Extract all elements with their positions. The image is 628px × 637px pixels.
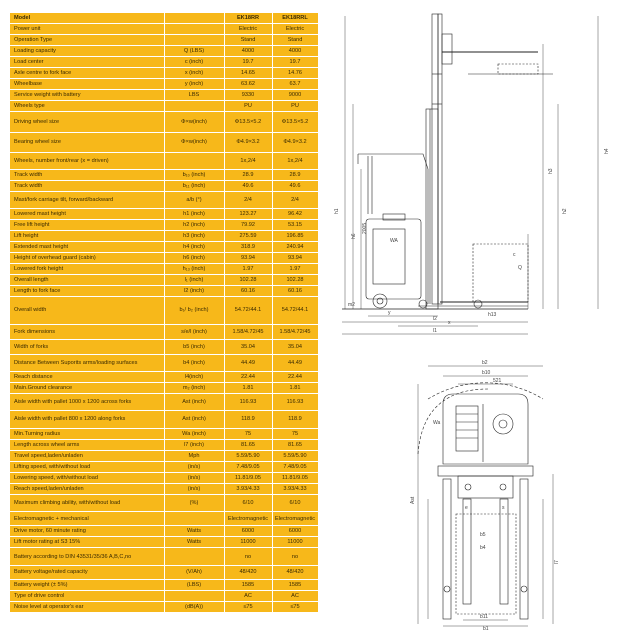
- table-row: [10, 325, 318, 340]
- param-name-cell: Loading capacity: [14, 47, 56, 54]
- ek18rrl-value-cell: 54.72/44.1: [281, 307, 309, 314]
- param-name-cell: Length to fork face: [14, 288, 61, 295]
- unit-cell: b₁₀ (inch): [182, 171, 206, 178]
- unit-cell: (LBS): [186, 582, 202, 589]
- param-name-cell: Lowering speed, with/without load: [14, 474, 98, 481]
- table-row: [10, 297, 318, 324]
- ek18rrl-value-cell: 5.59/5.90: [283, 452, 307, 459]
- unit-cell: [164, 512, 224, 525]
- param-name-cell: Noise level at operator's ear: [14, 604, 84, 610]
- param-name-cell: Battery weight (± 5%): [14, 582, 68, 589]
- param-name-cell: Lifting speed, with/without load: [14, 463, 91, 470]
- dim-label: Q: [518, 265, 522, 271]
- table-row: [10, 231, 318, 242]
- param-name-cell: Lift height: [14, 233, 39, 240]
- unit-cell: [164, 153, 224, 168]
- table-row: [10, 512, 318, 526]
- ek18rr-value-cell: 123.27: [239, 211, 257, 218]
- dim-label: m2: [348, 302, 355, 308]
- ek18rr-value-cell: 5.59/5.90: [236, 452, 260, 459]
- unit-cell: (V/Ah): [186, 569, 202, 576]
- ek18rrl-value-cell: 22.44: [288, 373, 302, 380]
- table-row: [10, 473, 318, 484]
- unit-cell: b₁/ b₂ (inch): [179, 307, 209, 314]
- table-header-row: [10, 13, 318, 24]
- ek18rr-value-cell: 1.58/4.72/45: [232, 328, 264, 335]
- param-name-cell: Axle centre to fork face: [14, 69, 72, 76]
- unit-cell: l₁ (inch): [184, 277, 204, 284]
- param-name-cell: Fork dimensions: [14, 328, 56, 335]
- ek18rrl-value-cell: 14.76: [288, 69, 302, 76]
- table-row: [10, 537, 318, 548]
- param-name-cell: Travel speed,laden/unladen: [14, 452, 83, 459]
- ek18rr-value-cell: 7.48/9.05: [236, 463, 260, 470]
- ek18rrl-value-cell: 11.81/9.05: [281, 474, 309, 481]
- table-row: [10, 170, 318, 181]
- unit-cell: x (inch): [184, 69, 204, 76]
- dim-label: h4: [604, 148, 610, 154]
- ek18rr-value-cell: 75: [244, 430, 252, 437]
- unit-cell: (%): [189, 499, 199, 506]
- dim-label: x: [448, 320, 451, 326]
- param-name-cell: Overall width: [14, 307, 47, 314]
- ek18rr-value-cell: 60.16: [241, 288, 255, 295]
- param-name-cell: Operation Type: [14, 36, 53, 43]
- unit-cell: y (inch): [184, 80, 204, 87]
- ek18rrl-value-cell: 6000: [288, 528, 302, 535]
- ek18rrl-value-cell: 9000: [288, 91, 302, 98]
- unit-cell: h₁₃ (inch): [182, 266, 206, 273]
- ek18rr-value-cell: ≤75: [243, 604, 253, 610]
- table-row: [10, 429, 318, 440]
- table-row: [10, 101, 318, 112]
- unit-cell: Ast (inch): [182, 398, 206, 405]
- table-row: [10, 495, 318, 513]
- ek18rr-value-cell: 63.62: [241, 80, 255, 87]
- param-name-cell: Aisle width with pallet 1000 x 1200 across forks: [14, 398, 132, 405]
- ek18rrl-value-cell: 4000: [288, 47, 302, 54]
- ek18rrl-value-cell: 11000: [287, 539, 303, 546]
- param-name-cell: Wheels, number front/rear (x = driven): [14, 158, 109, 165]
- ek18rr-value-cell: 3.93/4.33: [236, 485, 260, 492]
- unit-cell: h6 (inch): [183, 255, 205, 262]
- table-row: [10, 24, 318, 35]
- param-name-cell: Drive motor, 60 minute rating: [14, 528, 86, 535]
- param-name-cell: Distance Between Suporits arms/loading surfaces: [14, 359, 138, 366]
- param-name-cell: Type of drive control: [14, 593, 65, 600]
- ek18rr-value-cell: 49.6: [242, 182, 254, 189]
- ek18rrl-value-cell: 28.9: [289, 171, 301, 178]
- unit-cell: LBS: [188, 91, 200, 98]
- ek18rr-value-cell: 14.65: [241, 69, 255, 76]
- param-name-cell: Electromagnetic + mechanical: [14, 515, 89, 522]
- param-name-cell: Reach distance: [14, 373, 53, 380]
- dim-label: b5: [480, 532, 486, 538]
- table-row: [10, 242, 318, 253]
- ek18rrl-value-cell: Electromagnetic: [274, 515, 316, 522]
- unit-cell: b₁₁ (inch): [182, 182, 206, 189]
- ek18rr-value-cell: 35.04: [241, 344, 255, 351]
- table-row: [10, 192, 318, 210]
- param-name-cell: Wheelbase: [14, 80, 42, 87]
- dim-label: h2: [562, 208, 568, 214]
- dim-label: b2: [482, 360, 488, 366]
- dim-label: h1: [334, 208, 340, 214]
- ek18rr-value-cell: Electromagnetic: [227, 515, 269, 522]
- dim-label: Ast: [410, 496, 416, 504]
- ek18rr-value-cell: EK18RR: [236, 14, 260, 21]
- ek18rr-value-cell: 44.49: [241, 359, 255, 366]
- table-row: [10, 440, 318, 451]
- ek18rrl-value-cell: EK18RRL: [282, 14, 308, 21]
- ek18rrl-value-cell: ≤75: [290, 604, 300, 610]
- unit-cell: l7 (inch): [184, 441, 204, 448]
- table-row: [10, 112, 318, 133]
- unit-cell: s/e/l (inch): [181, 328, 207, 335]
- table-row: [10, 394, 318, 412]
- ek18rr-value-cell: AC: [244, 593, 252, 600]
- forklift-technical-drawing: [328, 4, 624, 632]
- dim-label: l7: [554, 560, 560, 564]
- ek18rrl-value-cell: Φ4.9×3.2: [283, 139, 307, 146]
- param-name-cell: Free lift height: [14, 222, 50, 229]
- table-row: [10, 372, 318, 383]
- ek18rrl-value-cell: 93.94: [288, 255, 302, 262]
- table-row: [10, 340, 318, 355]
- param-name-cell: Height of overhead guard (cabin): [14, 255, 96, 262]
- unit-cell: h2 (inch): [183, 222, 205, 229]
- ek18rr-value-cell: 1.81: [242, 384, 254, 391]
- ek18rrl-value-cell: 240.94: [286, 244, 304, 251]
- dim-label: 521: [493, 378, 502, 384]
- param-name-cell: Power unit: [14, 25, 41, 32]
- unit-cell: Φ×w(inch): [181, 139, 207, 146]
- unit-cell: m₂ (inch): [182, 384, 206, 391]
- ek18rrl-value-cell: 44.49: [288, 359, 302, 366]
- param-name-cell: Bearing wheel size: [14, 139, 61, 146]
- ek18rrl-value-cell: PU: [291, 102, 299, 109]
- param-name-cell: Extended mast height: [14, 244, 69, 251]
- ek18rr-value-cell: 79.92: [241, 222, 255, 229]
- table-row: [10, 591, 318, 602]
- param-name-cell: Lift motor rating at S3 15%: [14, 539, 81, 546]
- unit-cell: [164, 35, 224, 45]
- param-name-cell: Driving wheel size: [14, 118, 60, 125]
- param-name-cell: Min.Turning radius: [14, 430, 61, 437]
- dim-label: c: [513, 252, 516, 258]
- param-name-cell: Wheels type: [14, 102, 45, 109]
- table-row: [10, 35, 318, 46]
- svg-text:WA: WA: [390, 238, 398, 244]
- unit-cell: [164, 591, 224, 601]
- ek18rrl-value-cell: 60.16: [288, 288, 302, 295]
- unit-cell: (in/s): [187, 463, 201, 470]
- param-name-cell: Battery according to DIN 43531/35/36 A,B,C,no: [14, 553, 132, 560]
- top-view-drawing: [410, 360, 560, 632]
- ek18rr-value-cell: 275.59: [239, 233, 257, 240]
- param-name-cell: Main.Ground clearance: [14, 384, 73, 391]
- ek18rr-value-cell: 2/4: [244, 197, 252, 204]
- unit-cell: Wa (inch): [182, 430, 206, 437]
- unit-cell: [164, 13, 224, 23]
- unit-cell: Ast (inch): [182, 416, 206, 423]
- table-row: [10, 181, 318, 192]
- unit-cell: [164, 548, 224, 565]
- ek18rrl-value-cell: 81.65: [288, 441, 302, 448]
- ek18rrl-value-cell: 49.6: [289, 182, 301, 189]
- param-name-cell: Width of forks: [14, 344, 49, 351]
- table-row: [10, 484, 318, 495]
- unit-cell: l2 (inch): [184, 288, 204, 295]
- ek18rrl-value-cell: no: [291, 553, 299, 560]
- ek18rrl-value-cell: 2/4: [291, 197, 299, 204]
- ek18rr-value-cell: 11000: [240, 539, 256, 546]
- dim-label: b1: [483, 626, 489, 632]
- ek18rrl-value-cell: 1x,2/4: [287, 158, 303, 165]
- param-name-cell: Model: [14, 14, 31, 21]
- ek18rr-value-cell: 9330: [241, 91, 255, 98]
- dim-label: y: [388, 310, 391, 316]
- ek18rr-value-cell: 22.44: [241, 373, 255, 380]
- unit-cell: b4 (inch): [183, 359, 205, 366]
- ek18rr-value-cell: 4000: [241, 47, 255, 54]
- table-row: [10, 411, 318, 429]
- unit-cell: l4(inch): [184, 373, 204, 380]
- ek18rr-value-cell: 118.9: [241, 416, 255, 423]
- table-row: [10, 286, 318, 297]
- param-name-cell: Maximum climbing ability, with/without load: [14, 499, 121, 506]
- ek18rr-value-cell: 19.7: [242, 58, 254, 65]
- ek18rrl-value-cell: Electric: [285, 25, 305, 32]
- table-row: [10, 46, 318, 57]
- ek18rrl-value-cell: 1.81: [289, 384, 301, 391]
- ek18rrl-value-cell: 1.58/4.72/45: [279, 328, 311, 335]
- ek18rrl-value-cell: 35.04: [288, 344, 302, 351]
- param-name-cell: Length across wheel arms: [14, 441, 80, 448]
- ek18rr-value-cell: Electric: [238, 25, 258, 32]
- ek18rr-value-cell: 1585: [241, 582, 255, 589]
- param-name-cell: Reach speed,laden/unladen: [14, 485, 84, 492]
- ek18rr-value-cell: 81.65: [241, 441, 255, 448]
- unit-cell: a/b (°): [186, 197, 202, 204]
- unit-cell: Watts: [186, 539, 202, 546]
- param-name-cell: Overall length: [14, 277, 49, 284]
- unit-cell: h1 (inch): [183, 211, 205, 218]
- dim-label: l2: [433, 316, 437, 322]
- dim-label: b4: [480, 545, 486, 551]
- ek18rr-value-cell: 318.9: [241, 244, 255, 251]
- param-name-cell: Lowered mast height: [14, 211, 66, 218]
- unit-cell: Watts: [186, 528, 202, 535]
- dim-label: l1: [433, 328, 437, 334]
- ek18rrl-value-cell: Stand: [287, 36, 303, 43]
- unit-cell: Q (LBS): [183, 47, 205, 54]
- table-row: [10, 566, 318, 580]
- ek18rr-value-cell: 54.72/44.1: [234, 307, 262, 314]
- unit-cell: h4 (inch): [183, 244, 205, 251]
- param-name-cell: Load center: [14, 58, 44, 65]
- ek18rrl-value-cell: Φ13.5×5.2: [281, 118, 309, 125]
- ek18rrl-value-cell: 1.97: [289, 266, 301, 273]
- table-row: [10, 462, 318, 473]
- ek18rr-value-cell: 116.93: [239, 398, 257, 405]
- spec-table: [10, 13, 318, 613]
- ek18rrl-value-cell: 3.93/4.33: [283, 485, 307, 492]
- table-row: [10, 79, 318, 90]
- ek18rrl-value-cell: 196.85: [286, 233, 304, 240]
- ek18rrl-value-cell: 75: [291, 430, 299, 437]
- param-name-cell: Track width: [14, 182, 43, 189]
- ek18rrl-value-cell: 1585: [288, 582, 302, 589]
- ek18rrl-value-cell: 19.7: [289, 58, 301, 65]
- param-name-cell: Lowered fork height: [14, 266, 64, 273]
- ek18rr-value-cell: 1.97: [242, 266, 254, 273]
- ek18rr-value-cell: 6/10: [242, 499, 254, 506]
- ek18rr-value-cell: 1x,2/4: [240, 158, 256, 165]
- table-row: [10, 275, 318, 286]
- side-view-drawing: [334, 14, 610, 334]
- table-row: [10, 383, 318, 394]
- ek18rr-value-cell: no: [244, 553, 252, 560]
- dim-label: Wa: [433, 420, 441, 426]
- ek18rrl-value-cell: 102.28: [286, 277, 304, 284]
- ek18rr-value-cell: PU: [244, 102, 252, 109]
- table-row: [10, 602, 318, 613]
- ek18rr-value-cell: Stand: [240, 36, 256, 43]
- table-row: [10, 68, 318, 79]
- dim-label: h3: [548, 168, 554, 174]
- ek18rr-value-cell: Φ13.5×5.2: [234, 118, 262, 125]
- table-row: [10, 580, 318, 591]
- table-row: [10, 90, 318, 101]
- unit-cell: [164, 24, 224, 34]
- ek18rr-value-cell: 6000: [241, 528, 255, 535]
- table-row: [10, 209, 318, 220]
- ek18rr-value-cell: 102.28: [239, 277, 257, 284]
- dim-label: h13: [488, 312, 497, 318]
- ek18rrl-value-cell: 48/420: [286, 569, 304, 576]
- table-row: [10, 133, 318, 154]
- ek18rr-value-cell: 48/420: [239, 569, 257, 576]
- table-row: [10, 253, 318, 264]
- table-row: [10, 451, 318, 462]
- param-name-cell: Service weight with battery: [14, 91, 81, 98]
- param-name-cell: Aisle width with pallet 800 x 1200 along forks: [14, 416, 126, 423]
- ek18rrl-value-cell: 116.93: [286, 398, 304, 405]
- table-row: [10, 355, 318, 371]
- dim-label: e: [465, 505, 468, 511]
- table-row: [10, 264, 318, 275]
- table-row: [10, 548, 318, 566]
- unit-cell: [164, 101, 224, 111]
- unit-cell: Φ×w(inch): [181, 118, 207, 125]
- ek18rr-value-cell: 93.94: [241, 255, 255, 262]
- dim-label: s: [502, 505, 505, 511]
- dim-label: h6: [351, 233, 357, 239]
- ek18rrl-value-cell: 63.7: [289, 80, 301, 87]
- table-row: [10, 153, 318, 169]
- table-row: [10, 57, 318, 68]
- ek18rr-value-cell: Φ4.9×3.2: [236, 139, 260, 146]
- ek18rr-value-cell: 11.81/9.05: [234, 474, 262, 481]
- unit-cell: (dB(A)): [184, 604, 204, 610]
- unit-cell: b5 (inch): [183, 344, 205, 351]
- ek18rrl-value-cell: 53.15: [288, 222, 302, 229]
- ek18rrl-value-cell: 6/10: [289, 499, 301, 506]
- ek18rr-value-cell: 28.9: [242, 171, 254, 178]
- param-name-cell: Mast/fork carriage tilt, forward/backward: [14, 197, 114, 204]
- dim-label: 2005: [362, 222, 368, 234]
- ek18rrl-value-cell: 96.42: [288, 211, 302, 218]
- param-name-cell: Track width: [14, 171, 43, 178]
- ek18rrl-value-cell: 7.48/9.05: [283, 463, 307, 470]
- ek18rrl-value-cell: AC: [291, 593, 299, 600]
- unit-cell: h3 (inch): [183, 233, 205, 240]
- table-row: [10, 526, 318, 537]
- table-row: [10, 220, 318, 231]
- param-name-cell: Battery voltage/rated capacity: [14, 569, 88, 576]
- dim-label: b10: [482, 370, 491, 376]
- ek18rrl-value-cell: 118.9: [288, 416, 302, 423]
- dim-label: b11: [480, 614, 488, 620]
- unit-cell: c (inch): [184, 58, 204, 65]
- unit-cell: Mph: [188, 452, 200, 459]
- unit-cell: (in/s): [187, 474, 201, 481]
- unit-cell: (in/s): [187, 485, 201, 492]
